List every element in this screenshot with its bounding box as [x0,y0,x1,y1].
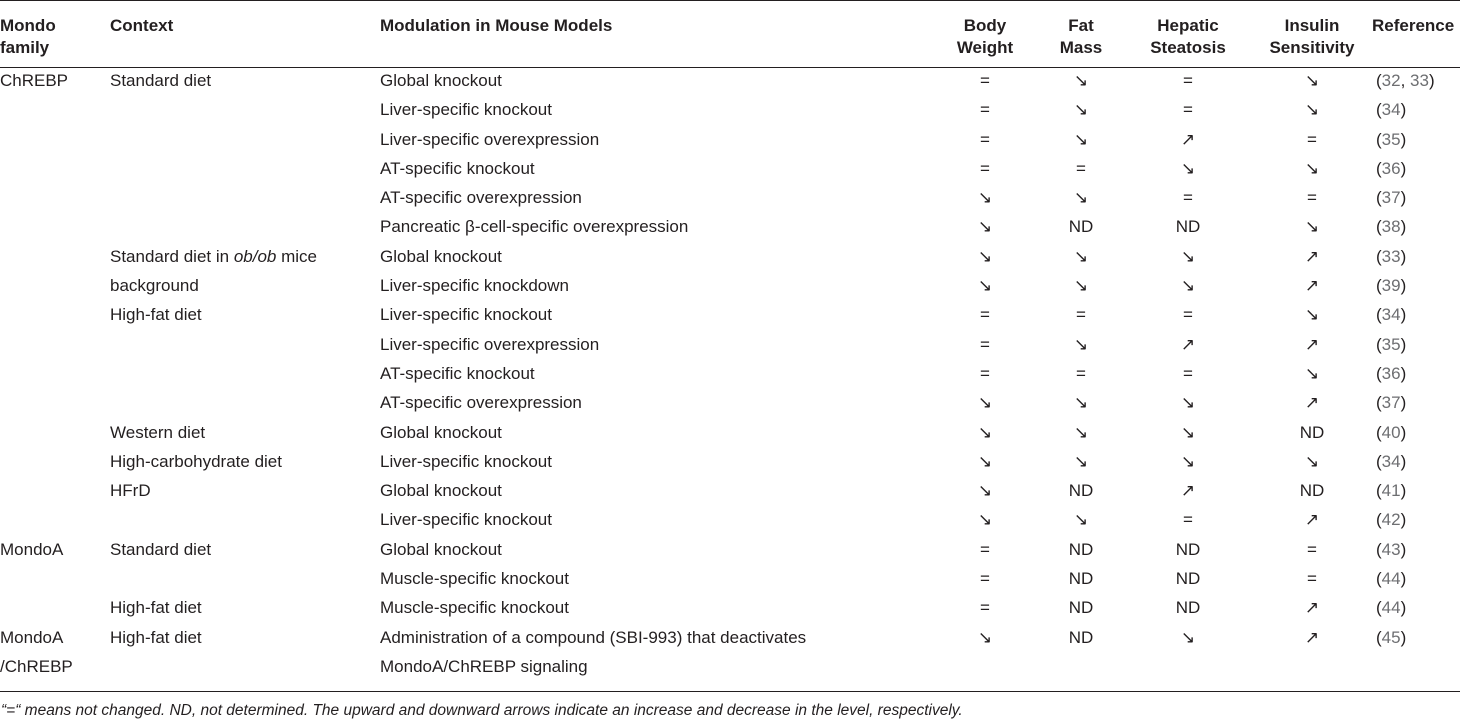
cell-insulin-sensitivity: ↗ [1304,598,1320,618]
cell-hepatic-steatosis: = [1183,71,1193,90]
cell-context: High-fat diet [110,598,202,618]
reference-ref-open: ( [1376,217,1382,237]
cell-reference [1370,361,1460,390]
cell-reference [1370,449,1460,478]
cell-family [0,127,110,156]
reference-ref-open: ( [1376,305,1382,325]
cell-fat-mass: ND [1068,539,1094,559]
cell-modulation: Muscle-specific knockout [380,598,569,618]
header-hepatic-steatosis: Hepatic Steatosis [1150,16,1226,57]
reference-ref-a[interactable]: 37 [1381,188,1401,208]
cell-reference [1370,302,1460,331]
cell-family [0,244,110,273]
reference-ref-a[interactable]: 35 [1381,129,1401,149]
cell-hepatic-steatosis: ↗ [1180,129,1196,149]
cell-hepatic-steatosis [1134,654,1242,692]
cell-insulin-sensitivity: ND [1299,481,1325,501]
reference-ref-a[interactable]: 35 [1381,334,1401,354]
reference-ref-a[interactable]: 44 [1381,598,1401,618]
cell-reference [1370,625,1460,654]
cell-context [110,127,380,156]
table-row [0,449,1460,478]
header-fat-mass: Fat Mass [1059,16,1103,57]
reference-ref-close: ) [1400,188,1407,208]
reference-ref-close: ) [1400,627,1407,647]
reference-ref-open: ( [1376,158,1382,178]
cell-fat-mass: ↘ [1073,188,1089,208]
cell-hepatic-steatosis: ND [1175,569,1201,589]
cell-reference [1370,244,1460,273]
cell-modulation: AT-specific overexpression [380,188,582,208]
table-row [0,420,1460,449]
cell-body-weight [890,654,1028,692]
cell-fat-mass: ↘ [1073,422,1089,442]
reference-ref-open: ( [1376,246,1382,266]
reference-ref-a[interactable]: 32 [1381,71,1401,90]
cell-modulation: Liver-specific knockout [380,451,552,471]
header-body-weight: Body Weight [956,16,1014,57]
cell-hepatic-steatosis: = [1183,100,1193,120]
cell-insulin-sensitivity: ↘ [1304,158,1320,178]
header-reference: Reference [1372,16,1455,35]
cell-insulin-sensitivity: = [1307,129,1317,149]
cell-context: Standard diet [110,71,212,90]
table-body [0,68,1460,692]
cell-family [0,595,110,624]
reference-ref-open: ( [1376,627,1382,647]
cell-reference [1370,420,1460,449]
cell-insulin-sensitivity: ↘ [1304,71,1320,90]
reference-ref-b[interactable]: 33 [1410,71,1429,90]
reference-ref-a[interactable]: 37 [1381,393,1401,413]
reference-ref-a[interactable]: 45 [1381,627,1401,647]
cell-modulation: Global knockout [380,71,502,90]
cell-family: MondoA [0,539,64,559]
cell-modulation: Global knockout [380,539,502,559]
cell-context [110,361,380,390]
header-insulin-sensitivity: Insulin Sensitivity [1269,16,1355,57]
reference-ref-open: ( [1376,393,1382,413]
cell-context: Western diet [110,422,206,442]
reference-ref-a[interactable]: 33 [1381,246,1401,266]
cell-body-weight: ↘ [977,246,993,266]
cell-context [110,390,380,419]
reference-ref-open: ( [1376,276,1382,296]
cell-hepatic-steatosis: ↘ [1180,158,1196,178]
cell-reference [1370,595,1460,624]
reference-ref-open: ( [1376,598,1382,618]
reference-ref-close: ) [1400,363,1407,383]
reference-ref-close: ) [1400,510,1407,530]
reference-ref-close: ) [1400,129,1407,149]
italic-strain-name: ob/ob [233,246,277,266]
cell-hepatic-steatosis: ND [1175,598,1201,618]
cell-body-weight: ↘ [977,627,993,647]
cell-context: Standard diet [110,539,212,559]
cell-modulation: Global knockout [380,422,502,442]
table-row [0,156,1460,185]
cell-context [110,214,380,243]
cell-body-weight: ↘ [977,217,993,237]
table-footnote: “=“ means not changed. ND, not determined. The upward and downward arrows indicate an increase and decrease in the level, respectively. [1,702,963,720]
reference-ref-a[interactable]: 40 [1381,422,1401,442]
table-row [0,244,1460,273]
cell-body-weight: = [980,129,990,149]
cell-context: Standard diet in ob/ob mice [110,246,317,266]
cell-body-weight: = [980,569,990,589]
cell-family [0,420,110,449]
cell-reference [1370,566,1460,595]
header-modulation: Modulation in Mouse Models [380,16,613,35]
table-row [0,566,1460,595]
cell-context [110,332,380,361]
table-row [0,537,1460,566]
cell-body-weight: ↘ [977,276,993,296]
cell-insulin-sensitivity: ↘ [1304,305,1320,325]
cell-context [110,507,380,536]
cell-fat-mass: = [1076,158,1086,178]
reference-ref-close: ) [1400,334,1407,354]
cell-body-weight: ↘ [977,510,993,530]
cell-family [0,214,110,243]
reference-ref-a[interactable]: 41 [1381,481,1401,501]
cell-context [110,97,380,126]
reference-ref-a[interactable]: 36 [1381,158,1401,178]
header-row [0,1,1460,68]
cell-modulation: Global knockout [380,481,502,501]
cell-reference [1370,507,1460,536]
cell-insulin-sensitivity: ↗ [1304,393,1320,413]
reference-ref-open: ( [1376,539,1382,559]
table-row [0,390,1460,419]
cell-reference [1370,127,1460,156]
reference-ref-close: ) [1400,100,1407,120]
cell-body-weight: = [980,334,990,354]
cell-family [0,97,110,126]
cell-modulation: AT-specific knockout [380,158,535,178]
cell-reference [1370,185,1460,214]
cell-hepatic-steatosis: ↘ [1180,246,1196,266]
reference-ref-open: ( [1376,451,1382,471]
cell-family [0,566,110,595]
header-context: Context [110,16,174,35]
cell-modulation: Liver-specific knockout [380,510,552,530]
cell-reference [1370,273,1460,302]
cell-hepatic-steatosis: = [1183,510,1193,530]
table-row [0,361,1460,390]
reference-ref-open: ( [1376,71,1382,90]
cell-reference [1370,97,1460,126]
cell-fat-mass: ND [1068,627,1094,647]
cell-family [0,361,110,390]
cell-fat-mass: ↘ [1073,246,1089,266]
cell-modulation: Administration of a compound (SBI-993) that deactivates [380,627,807,647]
cell-hepatic-steatosis: ND [1175,539,1201,559]
cell-context [110,185,380,214]
cell-hepatic-steatosis: ↘ [1180,627,1196,647]
cell-insulin-sensitivity: ↘ [1304,100,1320,120]
cell-insulin-sensitivity: ↗ [1304,510,1320,530]
cell-hepatic-steatosis: = [1183,363,1193,383]
reference-ref-open: ( [1376,129,1382,149]
cell-modulation: AT-specific knockout [380,363,535,383]
cell-context: High-carbohydrate diet [110,451,282,471]
cell-body-weight: = [980,71,990,90]
cell-family [0,507,110,536]
cell-context: HFrD [110,481,151,501]
cell-body-weight: ↘ [977,393,993,413]
cell-context [110,654,380,692]
cell-hepatic-steatosis: = [1183,305,1193,325]
table-row [0,654,1460,692]
cell-body-weight: ↘ [977,422,993,442]
cell-body-weight: ↘ [977,451,993,471]
reference-ref-close: ) [1400,569,1407,589]
cell-fat-mass: ↘ [1073,71,1089,90]
cell-modulation: Global knockout [380,246,502,266]
table-row [0,595,1460,624]
reference-ref-close: ) [1400,393,1407,413]
cell-insulin-sensitivity: = [1307,539,1317,559]
reference-ref-a[interactable]: 43 [1381,539,1401,559]
cell-family [0,332,110,361]
cell-reference [1370,537,1460,566]
cell-context [110,156,380,185]
cell-hepatic-steatosis: ↘ [1180,422,1196,442]
reference-ref-a[interactable]: 44 [1381,569,1401,589]
reference-ref-open: ( [1376,100,1382,120]
cell-fat-mass: ↘ [1073,100,1089,120]
reference-ref-close: ) [1400,305,1407,325]
reference-ref-a[interactable]: 42 [1381,510,1401,530]
cell-hepatic-steatosis: ↗ [1180,481,1196,501]
cell-context: background [110,276,199,296]
cell-hepatic-steatosis: ↘ [1180,451,1196,471]
cell-modulation: Liver-specific knockout [380,100,552,120]
cell-body-weight: = [980,363,990,383]
table-row [0,625,1460,654]
cell-fat-mass: ↘ [1073,510,1089,530]
cell-modulation: Pancreatic β-cell-specific overexpression [380,217,689,237]
reference-ref-a[interactable]: 34 [1381,305,1401,325]
reference-ref-close: ) [1400,451,1407,471]
cell-context [110,566,380,595]
table-row [0,68,1460,98]
cell-insulin-sensitivity: ↘ [1304,451,1320,471]
cell-context: High-fat diet [110,305,202,325]
reference-ref-a[interactable]: 39 [1381,276,1401,296]
cell-fat-mass: ND [1068,569,1094,589]
cell-body-weight: = [980,158,990,178]
reference-ref-open: ( [1376,188,1382,208]
reference-ref-open: ( [1376,481,1382,501]
cell-insulin-sensitivity: = [1307,188,1317,208]
reference-ref-close: ) [1400,539,1407,559]
reference-ref-open: ( [1376,363,1382,383]
cell-fat-mass: ↘ [1073,276,1089,296]
cell-reference [1370,214,1460,243]
cell-family [0,390,110,419]
cell-fat-mass: = [1076,305,1086,325]
table-row [0,332,1460,361]
reference-ref-close: ) [1400,481,1407,501]
cell-body-weight: ↘ [977,481,993,501]
cell-insulin-sensitivity: ↗ [1304,334,1320,354]
cell-fat-mass: ND [1068,217,1094,237]
cell-insulin-sensitivity: ↘ [1304,363,1320,383]
cell-insulin-sensitivity: = [1307,569,1317,589]
reference-ref-a[interactable]: 34 [1381,451,1401,471]
cell-family [0,302,110,331]
reference-ref-open: ( [1376,422,1382,442]
cell-reference [1370,156,1460,185]
cell-insulin-sensitivity: ND [1299,422,1325,442]
cell-reference [1370,390,1460,419]
cell-hepatic-steatosis: = [1183,188,1193,208]
reference-ref-close: ) [1428,71,1435,90]
table-row [0,185,1460,214]
cell-family [0,449,110,478]
cell-family [0,156,110,185]
cell-reference [1370,68,1460,98]
cell-family: /ChREBP [0,656,73,676]
cell-modulation: Liver-specific overexpression [380,334,600,354]
cell-family: MondoA [0,627,64,647]
cell-insulin-sensitivity: ↗ [1304,276,1320,296]
cell-fat-mass: ND [1068,598,1094,618]
cell-reference [1370,332,1460,361]
cell-modulation: MondoA/ChREBP signaling [380,656,588,676]
cell-modulation: AT-specific overexpression [380,393,582,413]
cell-body-weight: ↘ [977,188,993,208]
cell-fat-mass: = [1076,363,1086,383]
reference-ref-close: ) [1400,246,1407,266]
reference-ref-close: ) [1400,217,1407,237]
reference-ref-open: ( [1376,510,1382,530]
table-row [0,127,1460,156]
table-row [0,273,1460,302]
reference-ref-close: ) [1400,276,1407,296]
reference-ref-close: ) [1400,158,1407,178]
cell-fat-mass: ND [1068,481,1094,501]
cell-reference [1370,654,1460,692]
reference-ref-a[interactable]: 38 [1381,217,1401,237]
cell-family [0,478,110,507]
cell-reference [1370,478,1460,507]
cell-body-weight: = [980,305,990,325]
cell-modulation: Liver-specific overexpression [380,129,600,149]
cell-modulation: Liver-specific knockdown [380,276,569,296]
cell-fat-mass: ↘ [1073,334,1089,354]
cell-hepatic-steatosis: ↘ [1180,393,1196,413]
reference-ref-a[interactable]: 34 [1381,100,1401,120]
table-row [0,302,1460,331]
cell-hepatic-steatosis: ↘ [1180,276,1196,296]
cell-hepatic-steatosis: ↗ [1180,334,1196,354]
reference-ref-open: ( [1376,569,1382,589]
reference-ref-sep: , [1400,71,1411,90]
cell-family [0,185,110,214]
cell-insulin-sensitivity: ↗ [1304,627,1320,647]
reference-ref-close: ) [1400,422,1407,442]
reference-ref-open: ( [1376,334,1382,354]
cell-modulation: Liver-specific knockout [380,305,552,325]
cell-family [0,273,110,302]
header-family: Mondo family [0,16,56,57]
table-row [0,214,1460,243]
table-row [0,478,1460,507]
reference-ref-a[interactable]: 36 [1381,363,1401,383]
cell-fat-mass: ↘ [1073,451,1089,471]
cell-insulin-sensitivity: ↘ [1304,217,1320,237]
cell-insulin-sensitivity [1242,654,1370,692]
cell-insulin-sensitivity: ↗ [1304,246,1320,266]
cell-family: ChREBP [0,71,69,90]
table-row [0,97,1460,126]
reference-ref-close: ) [1400,598,1407,618]
cell-body-weight: = [980,100,990,120]
cell-context: High-fat diet [110,627,202,647]
cell-fat-mass: ↘ [1073,393,1089,413]
cell-fat-mass: ↘ [1073,129,1089,149]
cell-body-weight: = [980,539,990,559]
cell-hepatic-steatosis: ND [1175,217,1201,237]
cell-modulation: Muscle-specific knockout [380,569,569,589]
table-row [0,507,1460,536]
cell-fat-mass [1028,654,1134,692]
cell-body-weight: = [980,598,990,618]
